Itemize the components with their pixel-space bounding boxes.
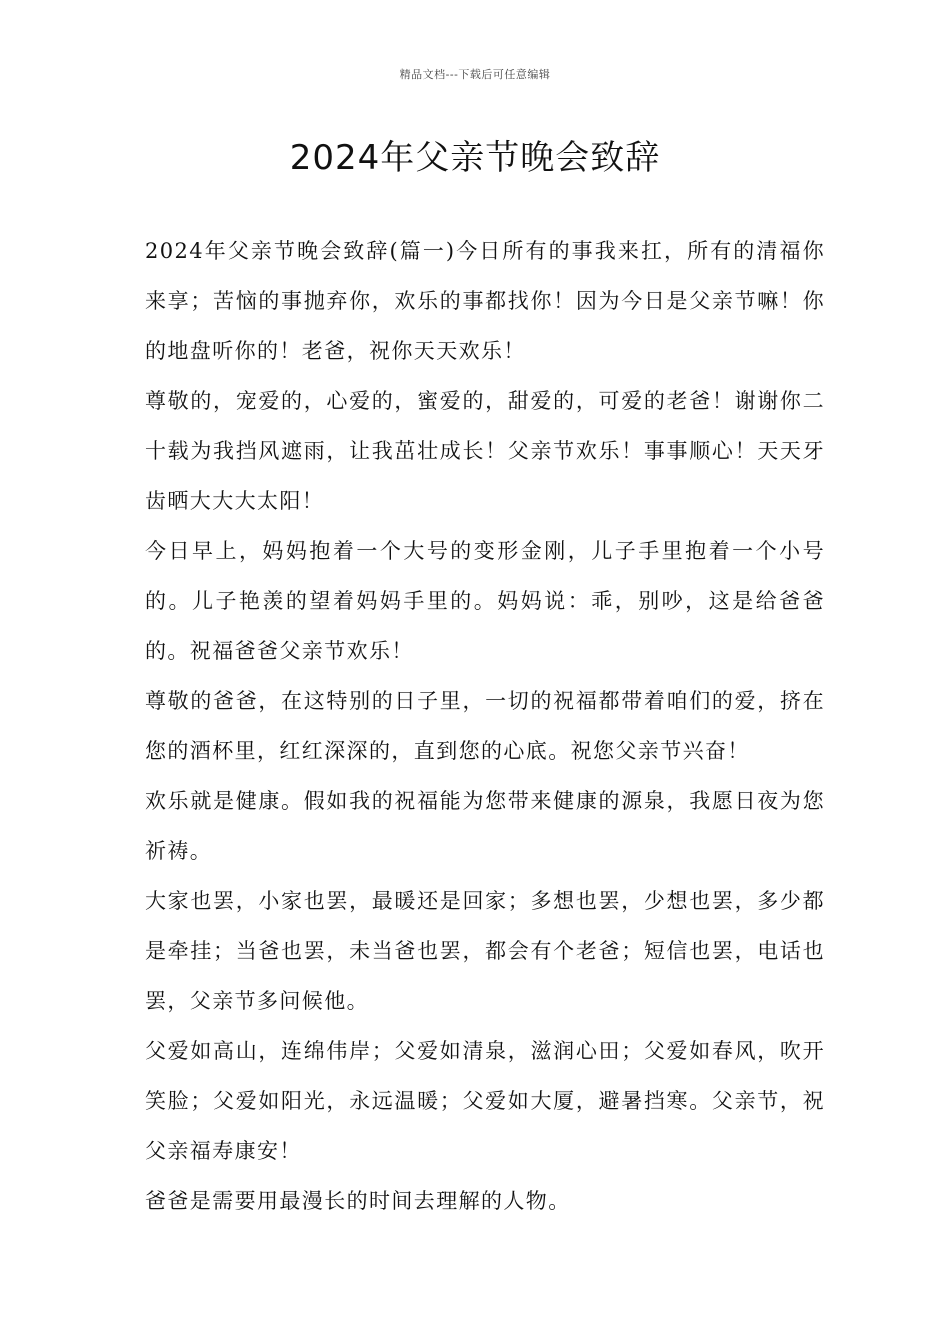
paragraph: 大家也罢，小家也罢，最暖还是回家；多想也罢，少想也罢，多少都是牵挂；当爸也罢，未当爸也罢，都会有个老爸；短信也罢，电话也罢，父亲节多问候他。 <box>145 889 825 1013</box>
paragraph: 今日早上，妈妈抱着一个大号的变形金刚，儿子手里抱着一个小号的。儿子艳羡的望着妈妈手里的。妈妈说：乖，别吵，这是给爸爸的。祝福爸爸父亲节欢乐！ <box>145 539 825 663</box>
header-note: 精品文档---下载后可任意编辑 <box>399 68 551 81</box>
document-title: 2024年父亲节晚会致辞 <box>289 138 661 178</box>
document-body <box>145 226 825 1226</box>
paragraph: 欢乐就是健康。假如我的祝福能为您带来健康的源泉，我愿日夜为您祈祷。 <box>145 789 825 863</box>
paragraph: 2024年父亲节晚会致辞(篇一)今日所有的事我来扛，所有的清福你来享；苦恼的事抛弃你，欢乐的事都找你！因为今日是父亲节嘛！你的地盘听你的！老爸，祝你天天欢乐！ <box>145 239 825 363</box>
paragraph: 爸爸是需要用最漫长的时间去理解的人物。 <box>145 1189 571 1213</box>
paragraph: 尊敬的爸爸，在这特别的日子里，一切的祝福都带着咱们的爱，挤在您的酒杯里，红红深深的，直到您的心底。祝您父亲节兴奋！ <box>145 689 825 763</box>
paragraph: 父爱如高山，连绵伟岸；父爱如清泉，滋润心田；父爱如春风，吹开笑脸；父爱如阳光，永远温暖；父爱如大厦，避暑挡寒。父亲节，祝父亲福寿康安！ <box>145 1039 825 1163</box>
paragraph: 尊敬的，宠爱的，心爱的，蜜爱的，甜爱的，可爱的老爸！谢谢你二十载为我挡风遮雨，让我茁壮成长！父亲节欢乐！事事顺心！天天牙齿晒大大大太阳！ <box>145 389 825 513</box>
